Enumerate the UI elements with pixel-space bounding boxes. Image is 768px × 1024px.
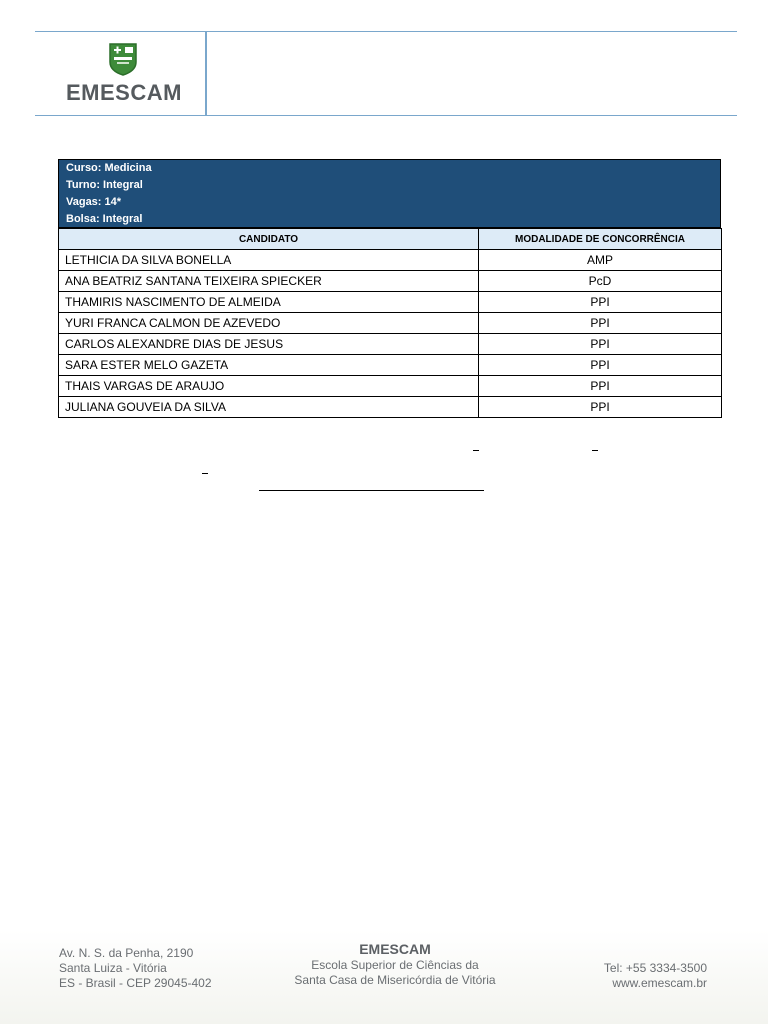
candidate-name: CARLOS ALEXANDRE DIAS DE JESUS — [59, 334, 479, 355]
address-line: ES - Brasil - CEP 29045-402 — [59, 976, 212, 990]
candidate-modality: PPI — [479, 355, 722, 376]
scholarship-label: Bolsa: Integral — [66, 213, 143, 225]
candidate-name: ANA BEATRIZ SANTANA TEIXEIRA SPIECKER — [59, 271, 479, 292]
candidate-name: YURI FRANCA CALMON DE AZEVEDO — [59, 313, 479, 334]
emescam-logo — [66, 42, 180, 108]
table-row — [59, 334, 722, 355]
candidate-modality: AMP — [479, 250, 722, 271]
candidate-name: THAIS VARGAS DE ARAUJO — [59, 376, 479, 397]
candidate-modality: PPI — [479, 334, 722, 355]
phone-number: Tel: +55 3334-3500 — [603, 961, 707, 975]
table-row — [59, 250, 722, 271]
dash-mark — [202, 473, 208, 474]
column-header-candidato: CANDIDATO — [59, 229, 479, 250]
footer-institution — [270, 942, 520, 988]
website-link: www.emescam.br — [612, 976, 707, 990]
header-top-rule — [35, 31, 737, 32]
address-line: Av. N. S. da Penha, 2190 — [59, 946, 194, 960]
address-line: Santa Luiza - Vitória — [59, 961, 167, 975]
page-footer — [0, 942, 768, 1002]
course-info-band — [58, 159, 721, 228]
candidate-name: THAMIRIS NASCIMENTO DE ALMEIDA — [59, 292, 479, 313]
candidate-name: JULIANA GOUVEIA DA SILVA — [59, 397, 479, 418]
table-header-row — [59, 229, 722, 250]
footer-address — [59, 946, 212, 991]
dash-mark — [473, 450, 479, 451]
shield-icon — [108, 42, 138, 76]
shift-label: Turno: Integral — [66, 179, 143, 191]
candidate-name: LETHICIA DA SILVA BONELLA — [59, 250, 479, 271]
table-row — [59, 292, 722, 313]
institution-name: EMESCAM — [359, 941, 431, 957]
table-row — [59, 271, 722, 292]
candidate-name: SARA ESTER MELO GAZETA — [59, 355, 479, 376]
table-row — [59, 376, 722, 397]
candidates-table — [58, 228, 722, 418]
candidate-modality: PPI — [479, 397, 722, 418]
column-header-modalidade: MODALIDADE DE CONCORRÊNCIA — [479, 229, 722, 250]
institution-line: Santa Casa de Misericórdia de Vitória — [294, 973, 496, 987]
table-row — [59, 397, 722, 418]
table-row — [59, 313, 722, 334]
institution-line: Escola Superior de Ciências da — [311, 958, 479, 972]
candidate-modality: PcD — [479, 271, 722, 292]
header-bottom-rule — [35, 115, 737, 116]
seats-label: Vagas: 14* — [66, 196, 122, 208]
header-divider — [205, 31, 207, 116]
candidate-modality: PPI — [479, 292, 722, 313]
candidate-modality: PPI — [479, 313, 722, 334]
logo-wordmark: EMESCAM — [66, 80, 182, 105]
dash-mark — [592, 450, 598, 451]
course-label: Curso: Medicina — [66, 162, 152, 174]
table-row — [59, 355, 722, 376]
signature-line — [259, 490, 484, 491]
footer-contact — [604, 961, 707, 991]
candidate-modality: PPI — [479, 376, 722, 397]
